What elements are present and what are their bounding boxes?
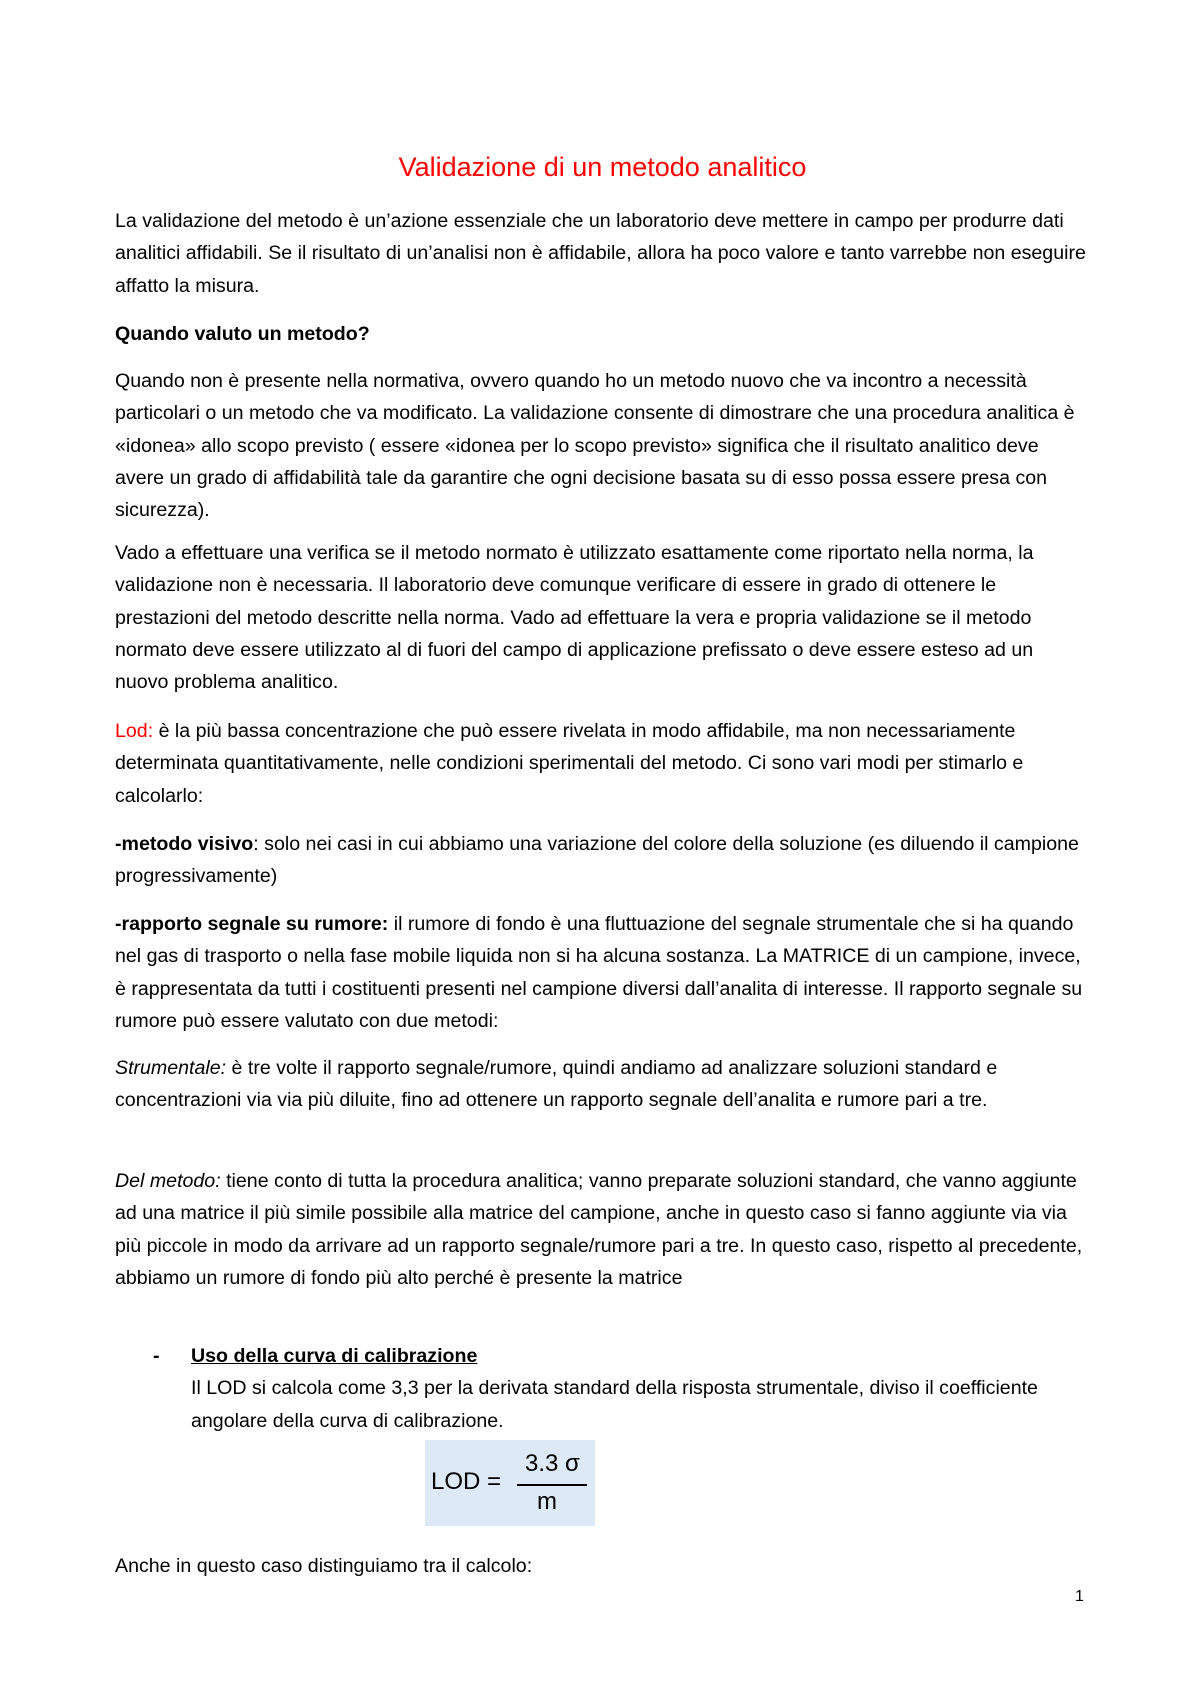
strumentale-text: è tre volte il rapporto segnale/rumore, quindi andiamo ad analizzare soluzioni standard e concentrazioni via via più diluite, fino ad ottenere un rapporto segnale dell’analita e rumore pari a tre. — [115, 1057, 998, 1112]
page-number: 1 — [1075, 1588, 1084, 1605]
strumentale-label: Strumentale: — [115, 1057, 227, 1079]
formula-numerator: 3.3 σ — [525, 1450, 580, 1477]
when-paragraph: Quando non è presente nella normativa, ovvero quando ho un metodo nuovo che va incontro a necessità particolari o un metodo che va modificato. La validazione consente di dimostrare che una procedura analitica è «idonea» allo scopo previsto ( essere «idonea per lo scopo previsto» significa che il risultato analitico deve avere un grado di affidabilità tale da garantire che ogni decisione basata su di esso possa essere presa con sicurezza). — [115, 370, 1075, 522]
visivo-text: : solo nei casi in cui abbiamo una variazione del colore della soluzione (es diluendo il campione progressivamente) — [115, 833, 1079, 888]
delmetodo-paragraph — [115, 1165, 1090, 1294]
document-page — [115, 0, 1090, 1698]
formula-lhs: LOD = — [431, 1468, 502, 1495]
strumentale-paragraph — [115, 1052, 1090, 1117]
rapporto-paragraph — [115, 908, 1090, 1037]
lod-formula-image — [425, 1440, 595, 1526]
rapporto-text: il rumore di fondo è una fluttuazione del segnale strumentale che si ha quando nel gas di trasporto o nella fase mobile liquida non si ha alcuna sostanza. La MATRICE di un campione, invece, è rappresentata da tutti i costituenti presenti nel campione diversi dall’analita di interesse. Il rapporto segnale su rumore può essere valutato con due metodi: — [115, 913, 1083, 1032]
intro-paragraph: La validazione del metodo è un’azione essenziale che un laboratorio deve mettere in campo per produrre dati analitici affidabili. Se il risultato di un’analisi non è affidabile, allora ha poco valore e tanto varrebbe non eseguire affatto la misura. — [115, 210, 1086, 297]
bullet-body — [191, 1340, 1071, 1437]
delmetodo-text: tiene conto di tutta la procedura analitica; vanno preparate soluzioni standard, che vanno aggiunte ad una matrice il più simile possibile alla matrice del campione, anche in questo caso si fanno aggiunte via via più piccole in modo da arrivare ad un rapporto segnale/rumore pari a tre. In questo caso, rispetto al precedente, abbiamo un rumore di fondo più alto perché è presente la matrice — [115, 1170, 1083, 1289]
bullet-text: Il LOD si calcola come 3,3 per la derivata standard della risposta strumentale, diviso il coefficiente angolare della curva di calibrazione. — [191, 1377, 1038, 1432]
lod-paragraph — [115, 715, 1090, 812]
lod-label: Lod: — [115, 720, 154, 742]
bullet-dash: - — [153, 1345, 160, 1367]
verifica-paragraph: Vado a effettuare una verifica se il metodo normato è utilizzato esattamente come riportato nella norma, la validazione non è necessaria. Il laboratorio deve comunque verificare di essere in grado di ottenere le prestazioni del metodo descritte nella norma. Vado ad effettuare la vera e propria validazione se il metodo normato deve essere utilizzato al di fuori del campo di applicazione prefissato o deve essere esteso ad un nuovo problema analitico. — [115, 542, 1034, 694]
formula-fraction-bar — [517, 1484, 587, 1486]
rapporto-label: -rapporto segnale su rumore: — [115, 913, 389, 935]
anche-paragraph: Anche in questo caso distinguiamo tra il calcolo: — [115, 1555, 533, 1577]
visivo-paragraph — [115, 828, 1090, 893]
page-title: Validazione di un metodo analitico — [398, 152, 807, 182]
lod-text: è la più bassa concentrazione che può essere rivelata in modo affidabile, ma non necessariamente determinata quantitativamente, nelle condizioni sperimentali del metodo. Ci sono vari modi per stimarlo e calcolarlo: — [115, 720, 1024, 807]
bullet-heading: Uso della curva di calibrazione — [191, 1345, 478, 1367]
visivo-label: -metodo visivo — [115, 833, 254, 855]
question-heading: Quando valuto un metodo? — [115, 323, 370, 345]
formula-denominator: m — [537, 1488, 557, 1515]
delmetodo-label: Del metodo: — [115, 1170, 221, 1192]
